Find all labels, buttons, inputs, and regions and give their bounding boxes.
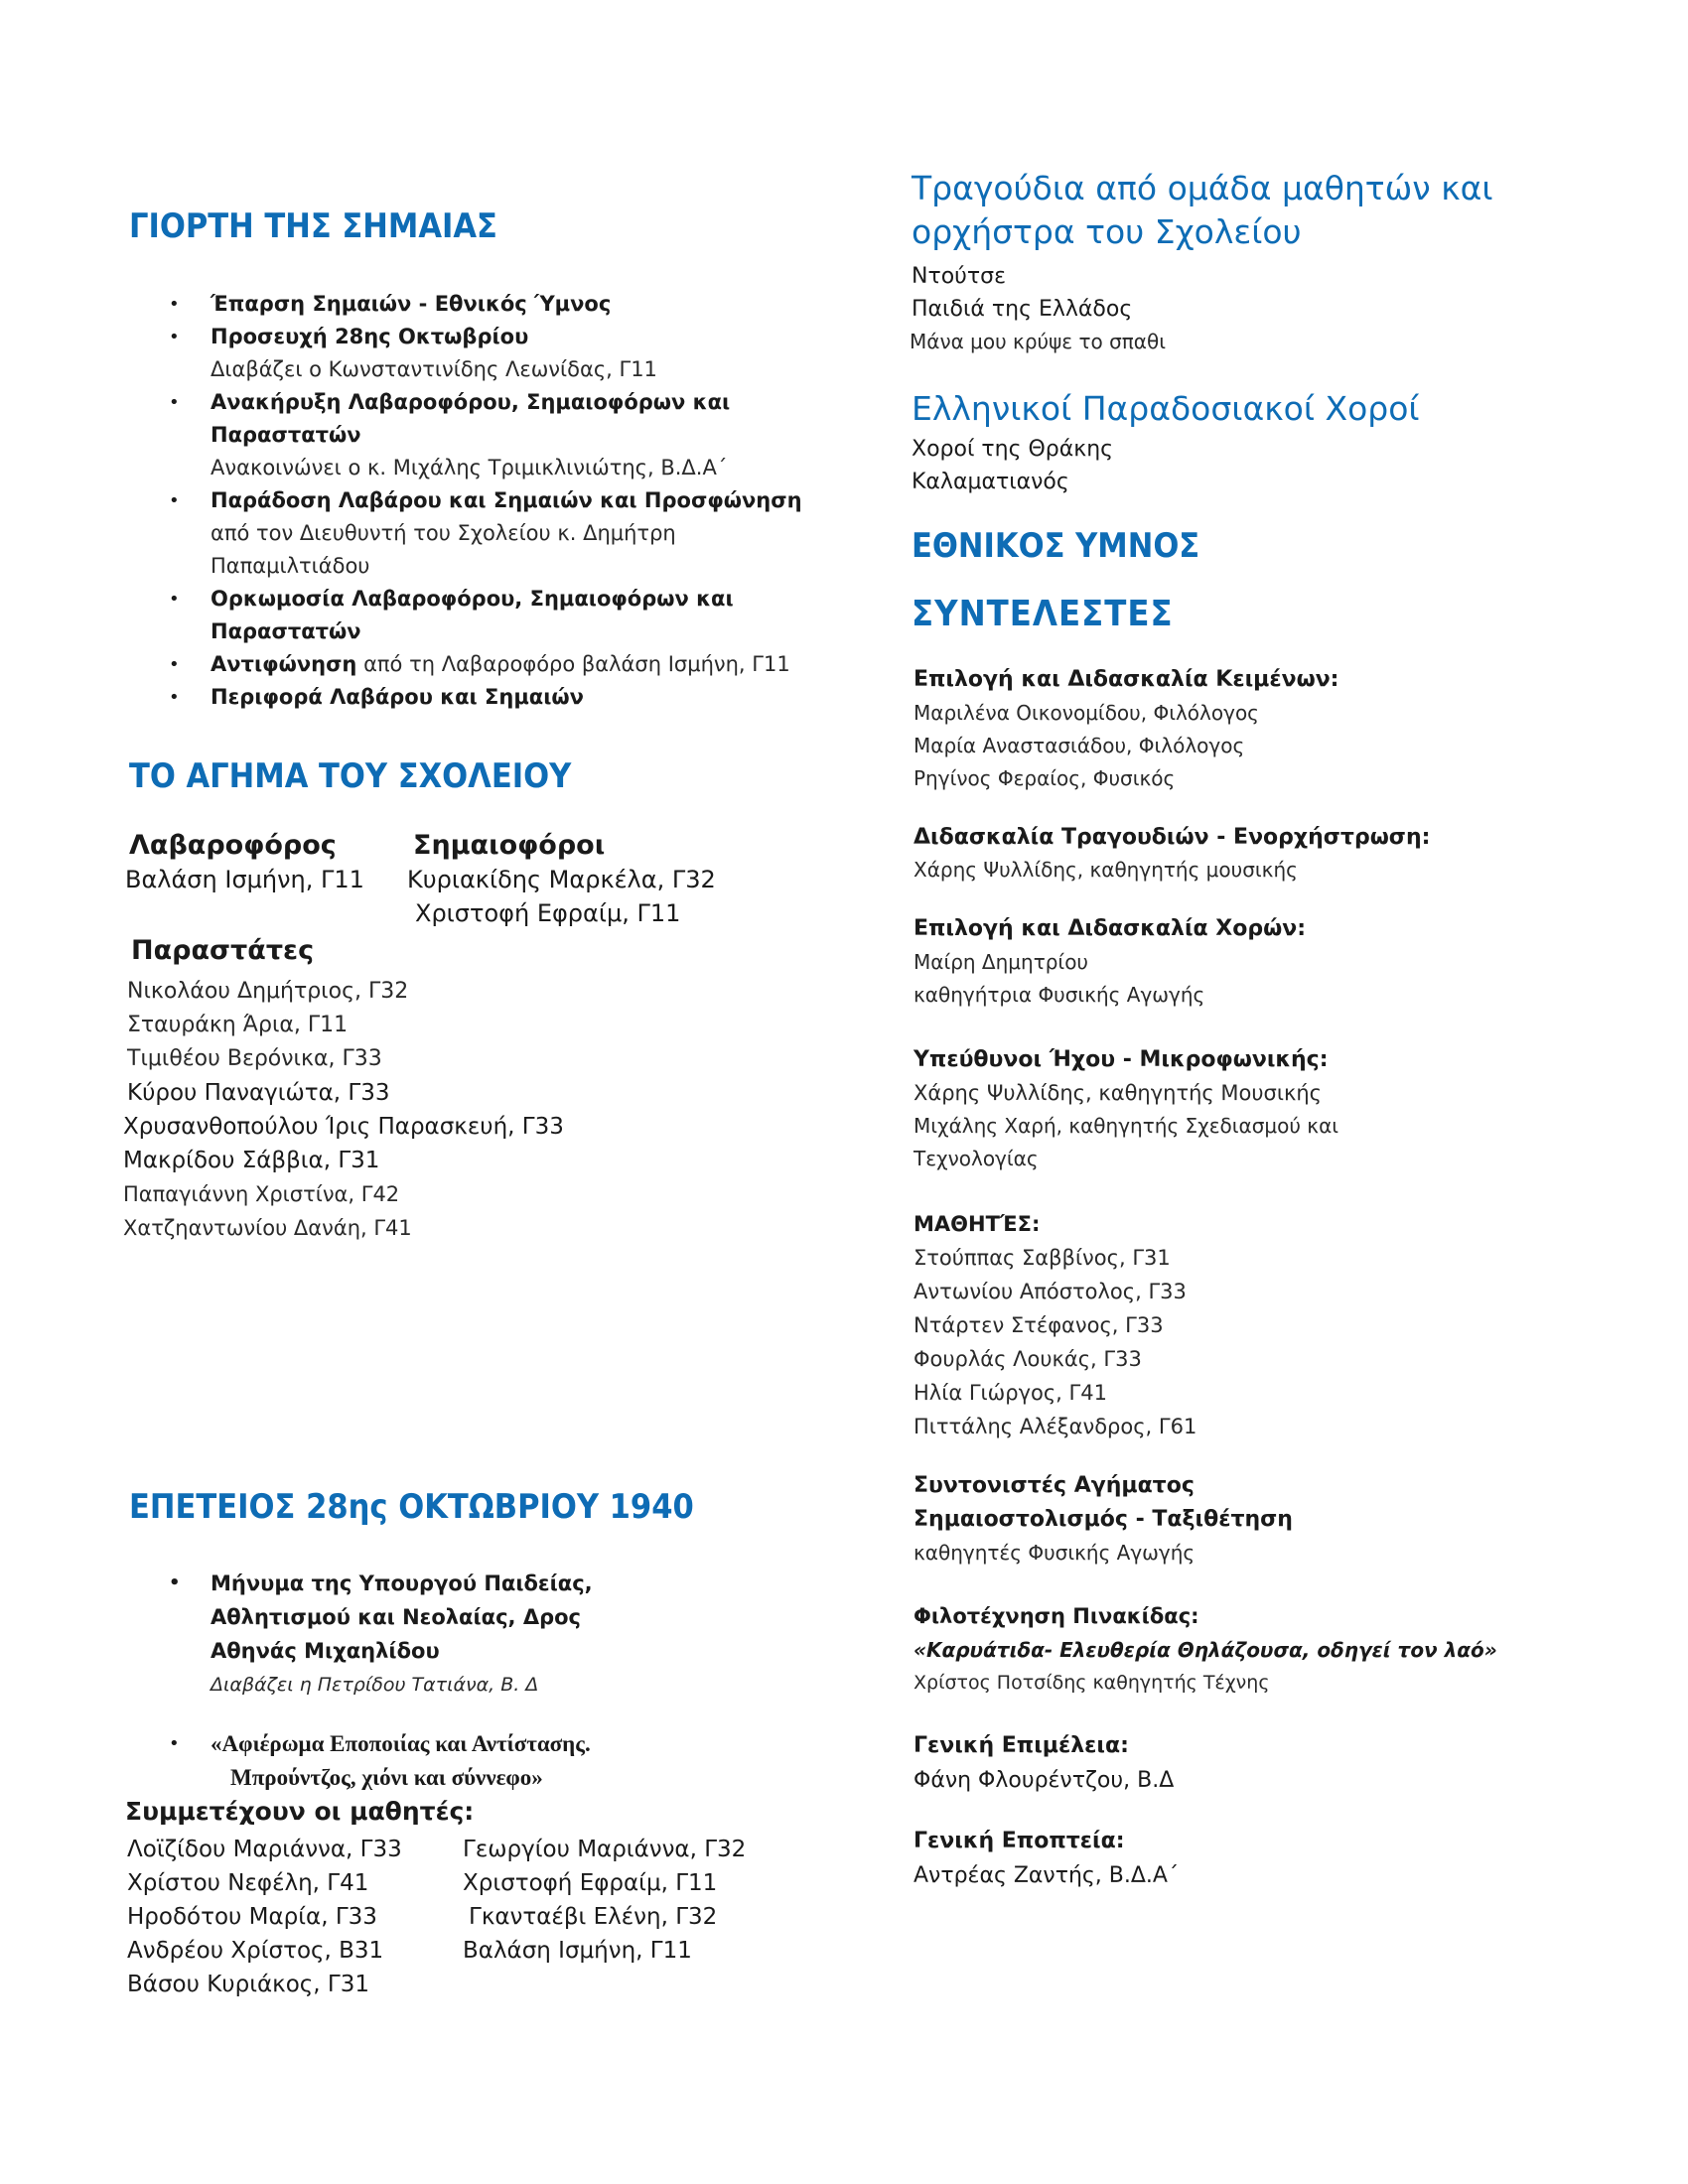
dance-item: Καλαματιανός [912,470,1069,494]
participant-name: Βαλάση Ισμήνη, Γ11 [463,1938,692,1964]
bullet-icon: • [169,1572,181,1593]
flag-bearer-label: Λαβαροφόρος [129,830,337,861]
bullet-icon: • [169,490,180,511]
bullet-icon: • [169,589,180,610]
dances-title: Ελληνικοί Παραδοσιακοί Χοροί [912,389,1420,428]
credit-block: Επιλογή και Διδασκαλία Κειμένων: Μαριλένα Οικονομίδου, Φιλόλογος Μαρία Αναστασιάδου, Φιλόλογος Ρηγίνος Φεραίος, Φυσικός [914,667,1339,790]
program-item: • Παράδοση Λαβάρου και Σημαιών και Προσφώνηση [211,484,802,517]
participant-name: Γκανταέβι Ελένη, Γ32 [469,1904,718,1930]
program-item-cont: Παραστατών [211,619,361,643]
escort-name: Μακρίδου Σάββια, Γ31 [123,1148,380,1173]
song-item: Μάνα μου κρύψε το σπαθι [910,330,1166,353]
participant-name: Ανδρέου Χρίστος, Β31 [127,1938,384,1964]
participant-name: Βάσου Κυριάκος, Γ31 [127,1972,369,1997]
credits-title: ΣΥΝΤΕΛΕΣΤΕΣ [912,594,1174,634]
program-item: • Προσευχή 28ης Οκτωβρίου [211,321,802,353]
ministry-message: • Μήνυμα της Υπουργού Παιδείας, [211,1567,593,1600]
bullet-icon: • [169,687,180,708]
program-item: • Αντιφώνηση από τη Λαβαροφόρο βαλάση Ισμήνη, Γ11 [211,648,802,681]
bullet-icon: • [169,654,180,675]
flag-day-program [169,288,802,714]
credit-block: Διδασκαλία Τραγουδιών - Ενορχήστρωση: Χάρης Ψυλλίδης, καθηγητής μουσικής [914,825,1431,882]
credit-block: Συντονιστές Αγήματος Σημαιοστολισμός - Ταξιθέτηση καθηγητές Φυσικής Αγωγής [914,1473,1293,1565]
dances-list [912,433,1113,498]
program-item: • Ορκωμοσία Λαβαροφόρου, Σημαιοφόρων και [211,583,802,615]
song-item: Ντούτσε [912,264,1006,289]
bullet-icon: • [169,327,180,347]
section-title-flag-day: ΓΙΟΡΤΗ ΤΗΣ ΣΗΜΑΙΑΣ [129,206,497,246]
standard-bearer-name: Χριστοφή Εφραίμ, Γ11 [415,899,681,927]
escort-name: Παπαγιάννη Χριστίνα, Γ42 [123,1182,400,1206]
escort-name: Σταυράκη Άρια, Γ11 [127,1013,349,1037]
tribute [169,1727,591,1795]
credit-block: Επιλογή και Διδασκαλία Χορών: Μαίρη Δημητρίου καθηγήτρια Φυσικής Αγωγής [914,916,1307,1007]
program-item: • Έπαρση Σημαιών - Εθνικός Ύμνος [211,288,802,321]
credits-list [914,663,1569,1893]
escorts-list [123,975,564,1245]
credit-block: Γενική Εποπτεία: Αντρέας Ζαντής, Β.Δ.Α΄ [914,1829,1179,1888]
participant-name: Ηροδότου Μαρία, Γ33 [127,1904,377,1930]
escort-name: Χατζηαντωνίου Δανάη, Γ41 [123,1216,412,1240]
escort-name: Νικολάου Δημήτριος, Γ32 [127,979,409,1004]
songs-title: Τραγούδια από ομάδα μαθητών και ορχήστρα του Σχολείου [912,169,1493,251]
escort-name: Κύρου Παναγιώτα, Γ33 [127,1080,390,1106]
tribute-subtitle: Μπρούντζος, χιόνι και σύννεφο» [230,1765,543,1790]
escorts-label: Παραστάτες [131,935,315,966]
anthem-title: ΕΘΝΙΚΟΣ ΥΜΝΟΣ [912,526,1200,566]
tribute-title: • «Αφιέρωμα Εποποιίας και Αντίστασης. [211,1727,591,1761]
standard-bearers-label: Σημαιοφόροι [413,830,606,861]
dance-item: Χοροί της Θράκης [912,437,1114,462]
bullet-icon: • [169,392,180,413]
escort-name: Τιμιθέου Βερόνικα, Γ33 [127,1046,382,1071]
credit-block: ΜΑΘΗΤΈΣ: Στούππας Σαββίνος, Γ31 Αντωνίου Απόστολος, Γ33 Ντάρτεν Στέφανος, Γ33 Φουρλάς Λουκάς, Γ33 Ηλία Γιώργος, Γ41 Πιττάλης Αλέξανδρος, Γ61 [914,1212,1197,1438]
escort-name: Χρυσανθοπούλου Ίρις Παρασκευή, Γ33 [123,1114,564,1140]
program-item-note: από τον Διευθυντή του Σχολείου κ. Δημήτρη [211,521,676,545]
program-item-note: Διαβάζει ο Κωνσταντινίδης Λεωνίδας, Γ11 [211,357,657,381]
standard-bearer-name: Κυριακίδης Μαρκέλα, Γ32 [407,866,716,893]
bullet-icon: • [169,294,180,315]
credit-block: Υπεύθυνοι Ήχου - Μικροφωνικής: Χάρης Ψυλλίδης, καθηγητής Μουσικής Μιχάλης Χαρή, καθηγητής Σχεδιασμού και Τεχνολογίας [914,1047,1339,1170]
section-title-anniversary: ΕΠΕΤΕΙΟΣ 28ης ΟΚΤΩΒΡΙΟΥ 1940 [129,1487,694,1527]
participant-name: Χριστοφή Εφραίμ, Γ11 [463,1870,718,1896]
credit-block: Φιλοτέχνηση Πινακίδας: «Καρυάτιδα- Ελευθερία Θηλάζουσα, οδηγεί τον λαό» Χρίστος Ποτσίδης καθηγητής Τέχνης [914,1604,1497,1694]
participant-name: Γεωργίου Μαριάννα, Γ32 [463,1837,747,1862]
ministry-message-line: Αθλητισμού και Νεολαίας, Δρος [211,1605,581,1629]
flag-bearer-name: Βαλάση Ισμήνη, Γ11 [125,866,364,893]
program-item: • Ανακήρυξη Λαβαροφόρου, Σημαιοφόρων και [211,386,802,419]
anniversary-program [169,1567,593,1702]
songs-list [912,260,1166,358]
participants-col2 [463,1833,746,1968]
participants-label: Συμμετέχουν οι μαθητές: [125,1797,475,1826]
program-item-cont: Παραστατών [211,423,361,447]
credit-block: Γενική Επιμέλεια: Φάνη Φλουρέντζου, Β.Δ [914,1733,1175,1793]
message-reader: Διαβάζει η Πετρίδου Τατιάνα, Β. Δ [211,1674,539,1696]
section-title-school-guard: ΤΟ ΑΓΗΜΑ ΤΟΥ ΣΧΟΛΕΙΟΥ [129,756,572,796]
program-item-note: Παπαμιλτιάδου [211,554,370,578]
program-item-note: Ανακοινώνει ο κ. Μιχάλης Τριμικλινιώτης, Β.Δ.Α΄ [211,456,728,479]
participant-name: Χρίστου Νεφέλη, Γ41 [127,1870,369,1896]
program-item: • Περιφορά Λαβάρου και Σημαιών [211,681,802,714]
participants-col1 [127,1833,402,2001]
ministry-message-line: Αθηνάς Μιχαηλίδου [211,1639,440,1663]
song-item: Παιδιά της Ελλάδος [912,297,1133,322]
bullet-icon: • [169,1733,180,1754]
participant-name: Λοϊζίδου Μαριάννα, Γ33 [127,1837,402,1862]
